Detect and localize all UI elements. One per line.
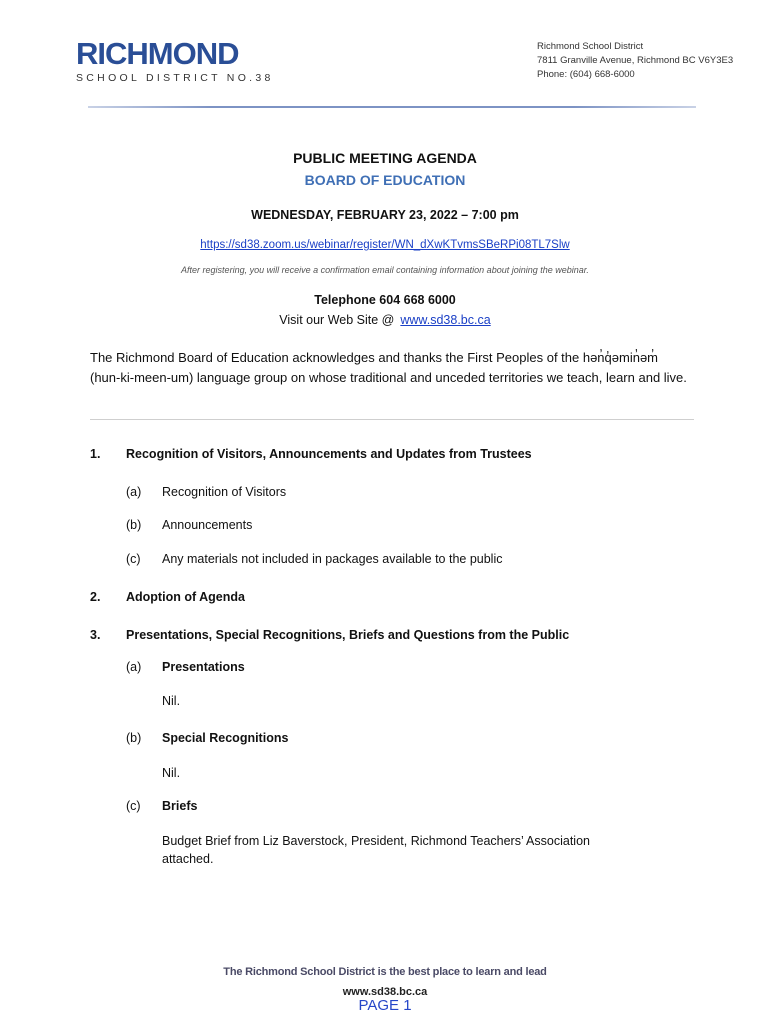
subitem-text: Presentations <box>162 660 245 674</box>
logo-subtitle: SCHOOL DISTRICT NO.38 <box>76 72 274 84</box>
subitem-text: Recognition of Visitors <box>162 485 287 499</box>
agenda-title: PUBLIC MEETING AGENDA <box>293 150 477 166</box>
website-link[interactable]: www.sd38.bc.ca <box>400 313 491 327</box>
district-logo <box>76 38 274 84</box>
item-title: Recognition of Visitors, Announcements and Updates from Trustees <box>126 447 532 461</box>
land-acknowledgement: The Richmond Board of Education acknowledges and thanks the First Peoples of the hən̓q̓əmin̓əm̓ (hun-ki-meen-um) language group on whose traditional and unceded territories we teach, learn and live. <box>90 350 687 385</box>
subitem-letter: (c) <box>126 552 141 566</box>
agenda-subtitle: BOARD OF EDUCATION <box>304 172 466 188</box>
district-name: Richmond School District <box>537 41 644 52</box>
website-line <box>0 313 770 327</box>
subitem-letter: (b) <box>126 731 142 745</box>
item-number: 3. <box>90 628 101 642</box>
subitem-letter: (a) <box>126 660 142 674</box>
page-number: PAGE 1 <box>358 997 412 1014</box>
item-title: Adoption of Agenda <box>126 590 245 604</box>
subitem-text: Briefs <box>162 799 198 813</box>
subitem-text: Any materials not included in packages available to the public <box>162 552 503 566</box>
district-address: 7811 Granville Avenue, Richmond BC V6Y3E3 <box>537 55 734 66</box>
logo-wordmark: RICHMOND <box>76 36 239 71</box>
item-title: Presentations, Special Recognitions, Briefs and Questions from the Public <box>126 628 570 642</box>
subitem-body: Nil. <box>162 694 181 708</box>
telephone-line: Telephone 604 668 6000 <box>314 293 456 307</box>
section-divider <box>90 419 694 420</box>
subitem-letter: (b) <box>126 518 142 532</box>
zoom-note: After registering, you will receive a confirmation email containing information about joining the webinar. <box>181 265 589 275</box>
district-phone: Phone: (604) 668-6000 <box>537 69 635 80</box>
subitem-text: Special Recognitions <box>162 731 289 745</box>
meeting-date: WEDNESDAY, FEBRUARY 23, 2022 – 7:00 pm <box>251 208 519 222</box>
subitem-text: Announcements <box>162 518 253 532</box>
subitem-body: Budget Brief from Liz Baverstock, President, Richmond Teachers’ Association attached. <box>162 834 590 866</box>
subitem-letter: (c) <box>126 799 141 813</box>
header-divider <box>88 106 696 108</box>
footer-tagline: The Richmond School District is the best place to learn and lead <box>223 966 547 978</box>
zoom-link[interactable]: https://sd38.zoom.us/webinar/register/WN_dXwKTvmsSBeRPi08TL7Slw <box>200 239 570 251</box>
subitem-letter: (a) <box>126 485 142 499</box>
item-number: 2. <box>90 590 101 604</box>
footer-website[interactable]: www.sd38.bc.ca <box>342 986 428 998</box>
website-prefix: Visit our Web Site @ <box>279 313 395 327</box>
district-contact-block <box>537 40 733 82</box>
subitem-body: Nil. <box>162 766 181 780</box>
item-number: 1. <box>90 447 101 461</box>
